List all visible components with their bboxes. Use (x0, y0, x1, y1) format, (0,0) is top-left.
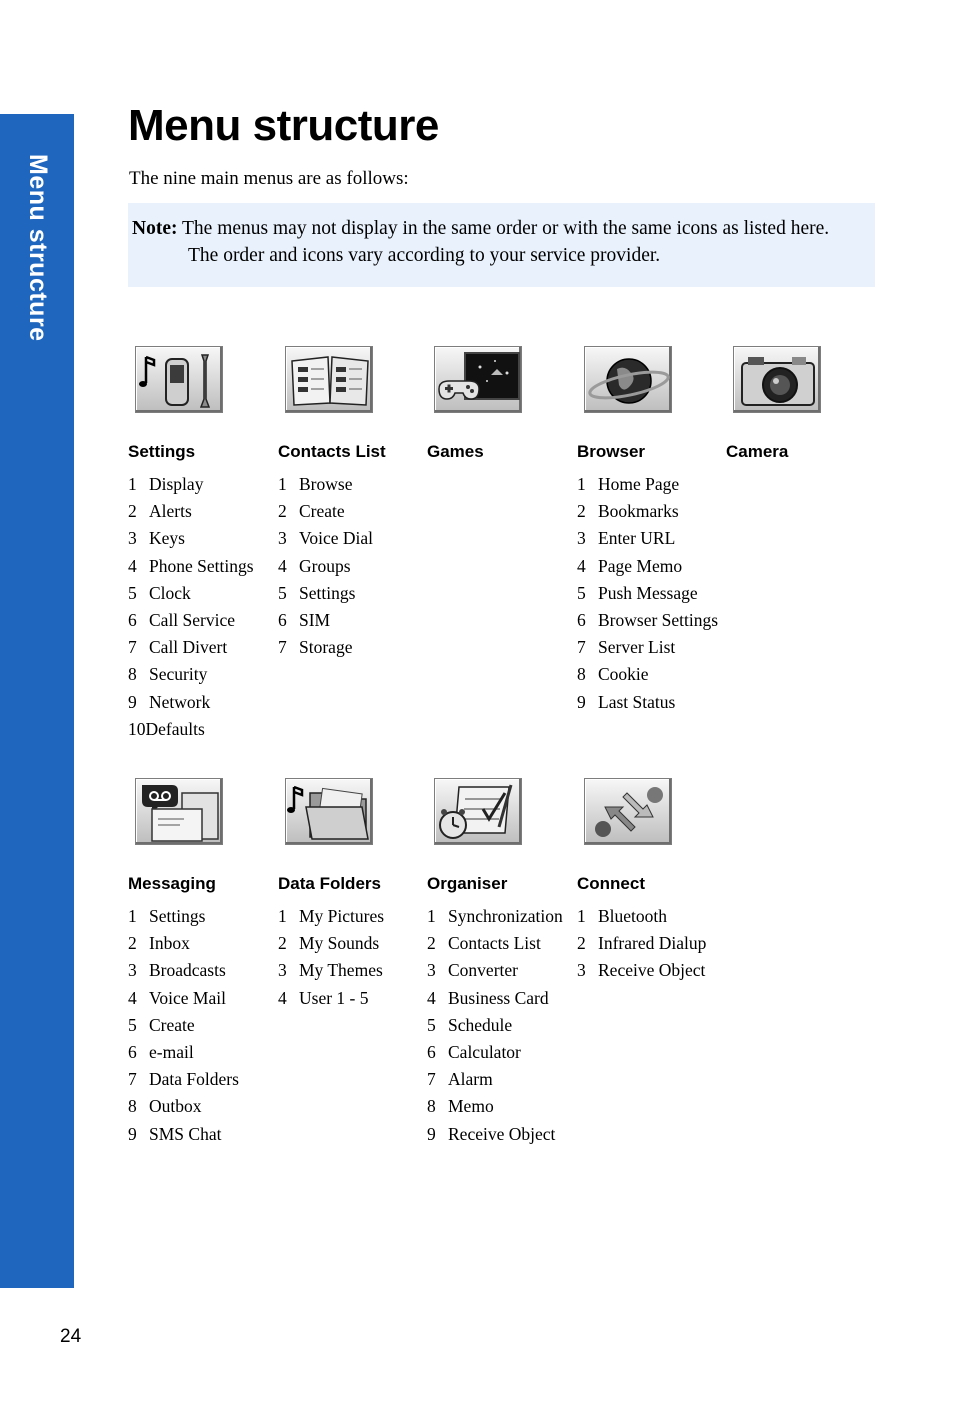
menu-item: 5 Schedule (427, 1014, 513, 1035)
menu-item: 3 Keys (128, 528, 185, 549)
menu-item: 3 Voice Dial (278, 528, 374, 549)
menu-item: 1 My Pictures (278, 906, 385, 926)
menu-item: 8 Security (128, 664, 208, 685)
menu-items (128, 471, 254, 743)
menu-item: 6 Call Service (128, 609, 236, 630)
menu-items (427, 903, 563, 1148)
menu-title: Contacts List (278, 442, 386, 461)
connect-icon (584, 778, 672, 845)
organiser-icon (434, 778, 522, 845)
menu-item: 6 e-mail (128, 1041, 194, 1062)
menu-items (278, 471, 373, 661)
note-box (128, 203, 875, 287)
menu-item: 5 Push Message (577, 582, 698, 603)
menu-item: 5 Settings (278, 582, 356, 603)
menu-item: 4 Phone Settings (128, 555, 254, 576)
menu-title: Organiser (427, 874, 508, 893)
menu-item: 8 Outbox (128, 1096, 202, 1117)
menu-item: 4 Groups (278, 555, 351, 576)
intro-text: The nine main menus are as follows: (129, 168, 409, 189)
menu-item: 2 Create (278, 501, 345, 522)
menu-items (577, 903, 706, 985)
menu-item: 3 Enter URL (577, 528, 676, 549)
menu-item: 1 Display (128, 474, 204, 494)
menu-item: 3 Converter (427, 960, 518, 981)
menu-item: 6 Browser Settings (577, 609, 719, 630)
menu-title: Camera (726, 442, 789, 461)
menu-item: 1 Bluetooth (577, 906, 668, 926)
menu-items (577, 471, 718, 716)
menu-item: 3 Receive Object (577, 960, 706, 981)
menu-items (278, 903, 384, 1012)
menu-item: 2 Inbox (128, 933, 190, 954)
menu-item: 10Defaults (128, 718, 205, 739)
menu-item: 1 Home Page (577, 474, 680, 494)
menu-item: 7 Data Folders (128, 1069, 239, 1090)
data-folders-icon (285, 778, 373, 845)
note-line-1 (132, 215, 871, 242)
menu-item: 4 User 1 - 5 (278, 987, 369, 1008)
menu-item: 9 Last Status (577, 691, 676, 712)
note-label: Note: (132, 218, 178, 239)
menu-item: 3 My Themes (278, 960, 383, 981)
messaging-icon (135, 778, 223, 845)
note-line-2: The order and icons vary according to your service provider. (188, 245, 661, 266)
menu-item: 9 Network (128, 691, 211, 712)
menu-item: 9 Receive Object (427, 1123, 556, 1144)
page-number: 24 (60, 1326, 82, 1347)
menu-item: 8 Cookie (577, 664, 649, 685)
menu-item: 9 SMS Chat (128, 1123, 222, 1144)
menu-item: 2 Bookmarks (577, 501, 679, 522)
menu-items (128, 903, 239, 1148)
menu-title: Messaging (128, 874, 216, 893)
games-icon (434, 346, 522, 413)
menu-item: 7 Storage (278, 637, 353, 658)
menu-item: 5 Clock (128, 582, 191, 603)
menu-item: 3 Broadcasts (128, 960, 226, 981)
browser-icon (584, 346, 672, 413)
menu-item: 8 Memo (427, 1096, 494, 1117)
menu-item: 7 Call Divert (128, 637, 228, 658)
menu-item: 1 Browse (278, 474, 353, 494)
menu-item: 5 Create (128, 1014, 195, 1035)
menu-item: 4 Page Memo (577, 555, 683, 576)
side-tab-label: Menu structure (24, 154, 52, 342)
menu-item: 4 Voice Mail (128, 987, 226, 1008)
menu-item: 1 Settings (128, 906, 206, 926)
page-title: Menu structure (128, 101, 439, 150)
menu-title: Data Folders (278, 874, 381, 893)
menu-title: Settings (128, 442, 196, 461)
menu-title: Games (427, 442, 484, 461)
menu-item: 6 SIM (278, 609, 331, 630)
menu-item: 6 Calculator (427, 1041, 521, 1062)
menu-item: 7 Alarm (427, 1069, 493, 1090)
menu-item: 2 My Sounds (278, 933, 380, 954)
menu-title: Connect (577, 874, 645, 893)
note-text-1: The menus may not display in the same order or with the same icons as listed here. (182, 218, 830, 239)
menu-item: 4 Business Card (427, 987, 549, 1008)
menu-item: 1 Synchronization (427, 906, 563, 926)
camera-icon (733, 346, 821, 413)
menu-title: Browser (577, 442, 646, 461)
menu-item: 2 Infrared Dialup (577, 933, 707, 954)
contacts-list-icon (285, 346, 373, 413)
menu-item: 2 Alerts (128, 501, 192, 522)
menu-item: 2 Contacts List (427, 933, 541, 954)
menu-item: 7 Server List (577, 637, 676, 658)
settings-icon (135, 346, 223, 413)
